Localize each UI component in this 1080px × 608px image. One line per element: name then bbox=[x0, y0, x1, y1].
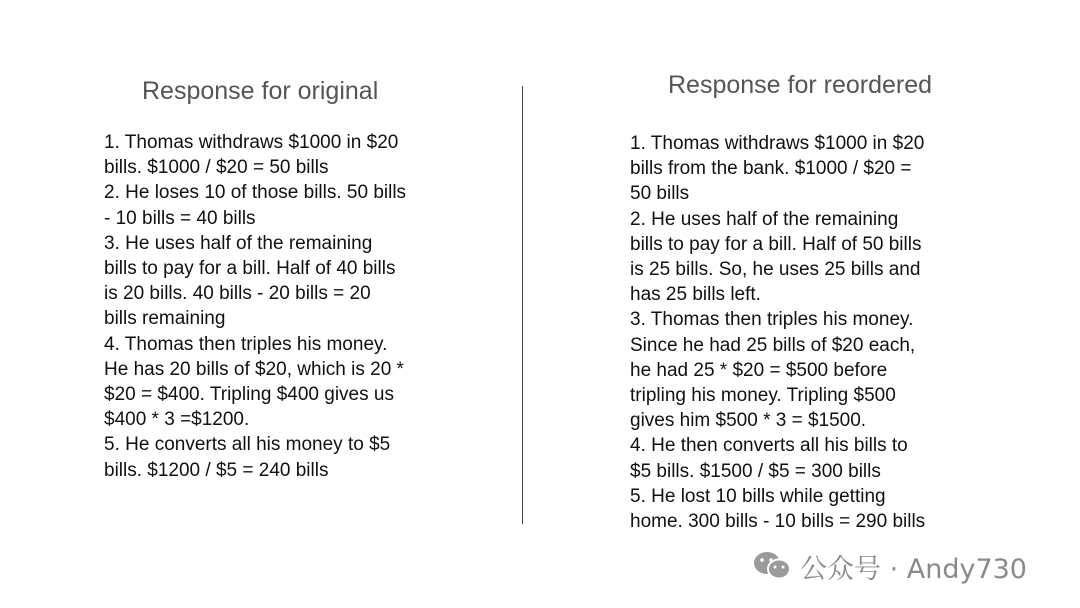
text-line: has 25 bills left. bbox=[630, 284, 761, 306]
right-column-text bbox=[630, 131, 925, 534]
left-column-text bbox=[104, 130, 406, 483]
text-line: home. 300 bills - 10 bills = 290 bills bbox=[630, 511, 926, 533]
wechat-icon bbox=[752, 549, 792, 583]
column-divider bbox=[522, 86, 523, 524]
text-line: is 20 bills. 40 bills - 20 bills = 20 bbox=[104, 283, 371, 305]
watermark bbox=[752, 548, 1027, 584]
text-line: 4. Thomas then triples his money. bbox=[104, 333, 388, 355]
text-line: He has 20 bills of $20, which is 20 * bbox=[104, 358, 404, 380]
text-line: 2. He loses 10 of those bills. 50 bills bbox=[104, 182, 407, 204]
text-line: 2. He uses half of the remaining bbox=[630, 208, 899, 230]
text-line: bills to pay for a bill. Half of 50 bills bbox=[630, 233, 922, 255]
text-line: bills from the bank. $1000 / $20 = bbox=[630, 158, 912, 180]
text-line: bills to pay for a bill. Half of 40 bills bbox=[104, 258, 396, 280]
text-line: $20 = $400. Tripling $400 gives us bbox=[104, 384, 394, 406]
text-line: bills. $1200 / $5 = 240 bills bbox=[104, 459, 329, 481]
text-line: 4. He then converts all his bills to bbox=[630, 435, 908, 457]
text-line: bills remaining bbox=[104, 308, 226, 330]
text-line: 3. He uses half of the remaining bbox=[104, 232, 373, 254]
right-column-title: Response for reordered bbox=[668, 71, 933, 99]
text-line: 50 bills bbox=[630, 183, 690, 205]
text-line: 3. Thomas then triples his money. bbox=[630, 309, 914, 331]
watermark-text: 公众号 · Andy730 bbox=[800, 553, 1027, 585]
text-line: 1. Thomas withdraws $1000 in $20 bbox=[630, 133, 925, 154]
text-line: $5 bills. $1500 / $5 = 300 bills bbox=[630, 460, 881, 482]
text-line: gives him $500 * 3 = $1500. bbox=[630, 410, 867, 432]
text-line: 1. Thomas withdraws $1000 in $20 bbox=[104, 132, 399, 153]
text-line: he had 25 * $20 = $500 before bbox=[630, 359, 888, 381]
text-line: 5. He converts all his money to $5 bbox=[104, 434, 391, 456]
text-line: tripling his money. Tripling $500 bbox=[630, 385, 896, 407]
text-line: bills. $1000 / $20 = 50 bills bbox=[104, 157, 329, 179]
text-line: is 25 bills. So, he uses 25 bills and bbox=[630, 259, 921, 281]
text-line: $400 * 3 =$1200. bbox=[104, 409, 250, 431]
text-line: - 10 bills = 40 bills bbox=[104, 207, 256, 229]
text-line: Since he had 25 bills of $20 each, bbox=[630, 334, 916, 356]
left-column-title: Response for original bbox=[142, 77, 379, 105]
text-line: 5. He lost 10 bills while getting bbox=[630, 485, 886, 507]
